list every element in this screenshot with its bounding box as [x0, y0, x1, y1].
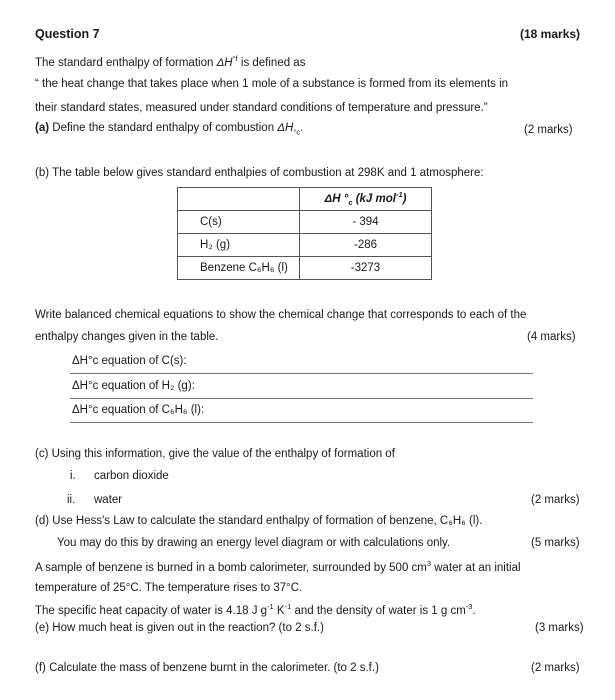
part-c-item-text: carbon dioxide	[94, 470, 169, 482]
table-header-enthalpy: ΔH $^\circ_c$ (kJ mol$^{-1}$)	[300, 188, 432, 211]
enthalpy-symbol: ΔH	[216, 56, 233, 69]
answer-line	[70, 422, 533, 423]
write-equations-line-2: enthalpy changes given in the table.	[35, 331, 219, 343]
part-e-marks: (3 marks)	[535, 622, 584, 634]
table-cell-substance: H₂ (g)	[178, 234, 300, 257]
equation-c-prompt: ΔH°c equation of C(s):	[72, 355, 187, 367]
table-cell-value: -3273	[300, 257, 432, 280]
table-header-empty	[178, 188, 300, 211]
table-cell-substance: C(s)	[178, 211, 300, 234]
quote-line-1: “ the heat change that takes place when 1 mole of a substance is formed from its elements in	[35, 78, 509, 90]
table-row	[178, 257, 432, 280]
part-f-question: (f) Calculate the mass of benzene burnt in the calorimeter. (to 2 s.f.)	[35, 662, 379, 674]
part-d-instruction: You may do this by drawing an energy level diagram or with calculations only.	[57, 537, 451, 549]
definition-line: The standard enthalpy of formation $\Delta H^{^\circ f}$ is defined as	[35, 54, 306, 69]
part-b-question: (b) The table below gives standard enthalpies of combustion at 298K and 1 atmosphere:	[35, 167, 484, 179]
total-marks: (18 marks)	[520, 27, 581, 41]
table-cell-substance: Benzene C₆H₆ (l)	[178, 257, 300, 280]
part-c-question: (c) Using this information, give the value of the enthalpy of formation of	[35, 448, 395, 460]
answer-line	[70, 398, 533, 399]
table-row	[178, 234, 432, 257]
part-d-marks: (5 marks)	[531, 537, 580, 549]
question-title: Question 7	[35, 27, 100, 41]
sample-line-3: The specific heat capacity of water is 4.18 J $g^{-1}$ $K^{-1}$ and the density of water is 1 g $cm^{-3}$.	[35, 602, 476, 617]
part-c-item-num: i.	[70, 470, 76, 482]
equation-benzene-prompt: ΔH°c equation of C₆H₆ (l):	[72, 404, 205, 416]
part-d-question: (d) Use Hess's Law to calculate the standard enthalpy of formation of benzene, C₆H₆ (l).	[35, 515, 483, 527]
part-f-marks: (2 marks)	[531, 662, 580, 674]
table-row	[178, 211, 432, 234]
enthalpy-table	[177, 187, 432, 280]
part-a-marks: (2 marks)	[524, 124, 573, 136]
sample-line-1: A sample of benzene is burned in a bomb calorimeter, surrounded by 500 $cm^3$ water at an initial	[35, 559, 521, 574]
quote-line-2: their standard states, measured under standard conditions of temperature and pressure.”	[35, 102, 488, 114]
sample-line-2: temperature of 25°C. The temperature rises to 37°C.	[35, 582, 303, 594]
part-c-item-text: water	[94, 494, 123, 506]
table-header-row	[178, 188, 432, 211]
part-c-marks: (2 marks)	[531, 494, 580, 506]
part-e-question: (e) How much heat is given out in the reaction? (to 2 s.f.)	[35, 622, 324, 634]
equation-h2-prompt: ΔH°c equation of H₂ (g):	[72, 380, 195, 392]
answer-line	[70, 373, 533, 374]
write-equations-line-1: Write balanced chemical equations to show the chemical change that corresponds to each of the	[35, 309, 527, 321]
part-a-question: (a) Define the standard enthalpy of combustion $\Delta H_{^\circ c}$.	[35, 122, 304, 137]
part-b-marks: (4 marks)	[527, 331, 576, 343]
part-c-item-num: ii.	[67, 494, 76, 506]
table-cell-value: -286	[300, 234, 432, 257]
table-cell-value: - 394	[300, 211, 432, 234]
